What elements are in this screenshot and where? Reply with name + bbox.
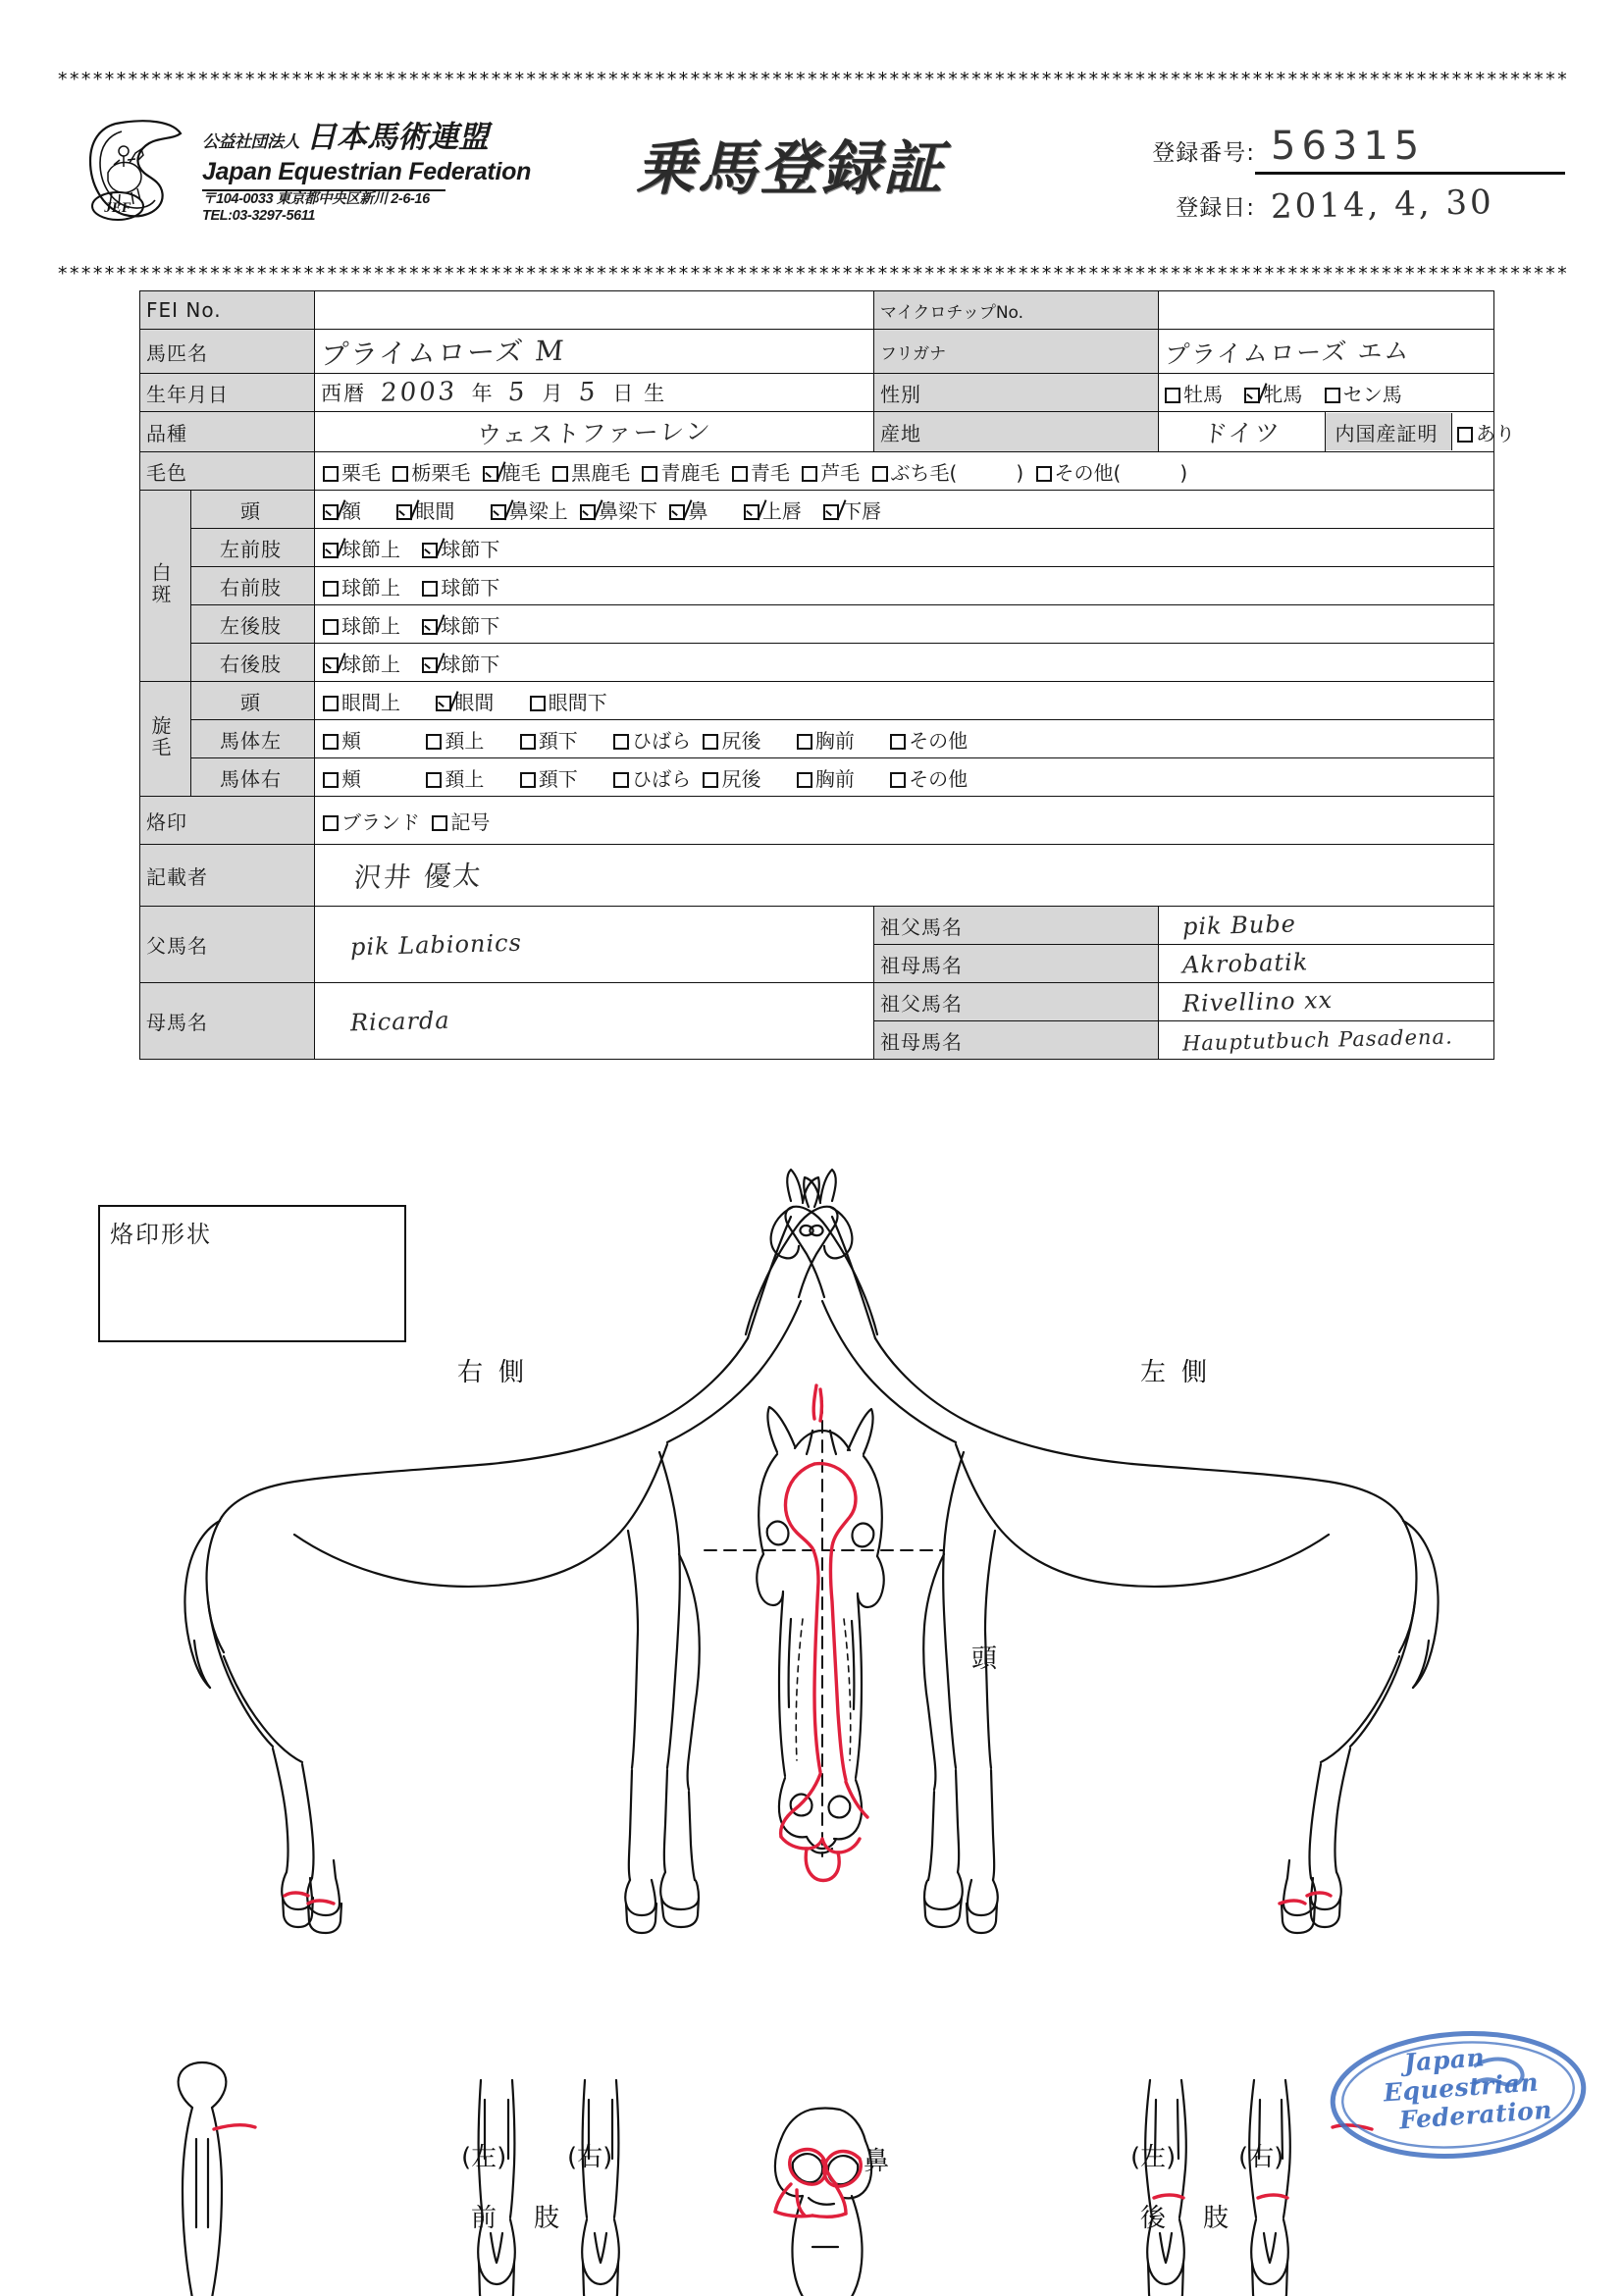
whorl-right-chest[interactable]: 胸前 [797, 763, 855, 792]
table-row-white-right-fore [140, 567, 1494, 605]
diagram-label-front-left: (左) [461, 2143, 507, 2172]
sire-grandsire-label: 祖父馬名 [874, 907, 1159, 945]
table-row-horse-name [140, 330, 1494, 374]
table-row-whorl-head [140, 682, 1494, 720]
whorl-left-rear[interactable]: 尻後 [703, 725, 760, 754]
coat-option-tochikurige[interactable]: 栃栗毛 [393, 457, 470, 486]
diagram-label-hind-left: (左) [1130, 2143, 1177, 2172]
white-left-hind-upper[interactable]: 球節上 [323, 610, 400, 639]
whorl-left-chest[interactable]: 胸前 [797, 725, 855, 754]
whorl-right-upper-neck[interactable]: 頚上 [426, 763, 484, 792]
whorl-body-left-options [315, 720, 1494, 758]
table-row-dam-grandsire [140, 983, 1494, 1021]
jef-logo-icon [79, 116, 196, 224]
hind-legs-detail [1145, 2080, 1290, 2296]
svg-text:JEF: JEF [104, 200, 131, 216]
whorl-head-options [315, 682, 1494, 720]
whorl-left-flank[interactable]: ひばら [613, 725, 691, 754]
org-legal-form: 公益社団法人 [202, 132, 299, 152]
origin-handwriting: ドイツ [1201, 418, 1283, 448]
diagram-label-nose: 鼻 [864, 2147, 890, 2176]
white-limb-options-right-hind [315, 644, 1494, 682]
white-right-hind-upper[interactable]: 球節上 [323, 649, 400, 677]
whorl-head-option-between-eyes[interactable]: 眼間 [436, 687, 494, 715]
whorl-body-right-label: 馬体右 [191, 758, 315, 797]
diagram-label-right-side: 右側 [457, 1358, 541, 1387]
whorl-right-flank[interactable]: ひばら [613, 763, 691, 792]
whorl-left-upper-neck[interactable]: 頚上 [426, 725, 484, 754]
dam-granddam-label: 祖母馬名 [874, 1021, 1159, 1060]
fei-no-label: FEI No. [140, 291, 315, 330]
coat-option-kurige[interactable]: 栗毛 [323, 457, 381, 486]
furigana-value[interactable] [1159, 330, 1494, 374]
whorl-right-lower-neck[interactable]: 頚下 [520, 763, 578, 792]
white-limb-options-left-fore [315, 529, 1494, 567]
muzzle-detail-figure [775, 2109, 871, 2296]
horse-markings-diagram [0, 1158, 1623, 2296]
horse-head-front-figure [757, 1407, 884, 1853]
table-row-white-left-fore [140, 529, 1494, 567]
table-row-sire-grandsire [140, 907, 1494, 945]
white-left-fore-upper[interactable]: 球節上 [323, 534, 400, 562]
horse-name-handwriting: プライムローズ M [319, 334, 567, 372]
dam-value[interactable] [315, 983, 874, 1060]
white-head-option-upper-nasal[interactable]: 鼻梁上 [491, 496, 568, 524]
org-telephone: TEL:03-3297-5611 [202, 208, 316, 224]
registration-number-value: 56315 [1255, 124, 1565, 175]
white-head-option-nose[interactable]: 鼻 [669, 496, 707, 524]
whorl-left-lower-neck[interactable]: 頚下 [520, 725, 578, 754]
sire-grandsire-value[interactable] [1159, 907, 1494, 945]
sire-grandsire-handwriting: pik Bube [1181, 910, 1297, 941]
table-row-fei [140, 291, 1494, 330]
sire-granddam-handwriting: Akrobatik [1181, 948, 1309, 979]
sex-label: 性別 [874, 374, 1159, 412]
coat-option-aokage[interactable]: 青鹿毛 [642, 457, 719, 486]
whorl-head-option-below-eyes[interactable]: 眼間下 [530, 687, 607, 715]
horse-right-side-figure [184, 1158, 852, 1933]
sex-option-stallion[interactable]: 牡馬 [1165, 379, 1223, 407]
org-name-en: Japan Equestrian Federation [202, 158, 532, 185]
breed-label: 品種 [140, 412, 315, 452]
furigana-handwriting: プライムローズ エム [1163, 336, 1413, 370]
sex-options [1159, 374, 1494, 412]
organization-block [202, 112, 614, 225]
white-head-options [315, 491, 1494, 529]
org-name-ja: 日本馬術連盟 [306, 120, 489, 155]
dam-handwriting: Ricarda [349, 1006, 451, 1036]
white-right-fore-lower[interactable]: 球節下 [422, 572, 499, 600]
birth-date-value[interactable] [315, 374, 874, 412]
microchip-no-label: マイクロチップNo. [874, 291, 1159, 330]
breed-handwriting: ウェストファーレン [475, 416, 713, 450]
dam-granddam-value[interactable] [1159, 1021, 1494, 1060]
white-head-option-upper-lip[interactable]: 上唇 [744, 496, 802, 524]
dam-grandsire-value[interactable] [1159, 983, 1494, 1021]
birth-suffix: 生 [644, 382, 667, 405]
table-row-writer [140, 845, 1494, 907]
whorl-head-option-above-eyes[interactable]: 眼間上 [323, 687, 400, 715]
dam-grandsire-label: 祖父馬名 [874, 983, 1159, 1021]
writer-value[interactable] [315, 845, 1494, 907]
sire-label: 父馬名 [140, 907, 315, 983]
white-head-option-forehead[interactable]: 額 [323, 496, 361, 524]
registration-date-label: 登録日: [1176, 195, 1255, 221]
domestic-certificate-option[interactable]: あり [1452, 413, 1494, 450]
white-limb-label-right-hind: 右後肢 [191, 644, 315, 682]
whorl-head-label: 頭 [191, 682, 315, 720]
whorl-body-left-label: 馬体左 [191, 720, 315, 758]
registration-date-value: 2014, 4, 30 [1270, 183, 1495, 227]
document-header [57, 106, 1573, 253]
page-title: 乗馬登録証 [636, 134, 945, 203]
whorl-body-right-options [315, 758, 1494, 797]
white-limb-label-left-hind: 左後肢 [191, 605, 315, 644]
domestic-certificate-cell [1326, 412, 1516, 452]
diagram-label-head: 頭 [971, 1644, 998, 1674]
domestic-certificate-label: 内国産証明 [1326, 413, 1452, 450]
coat-color-options [315, 452, 1494, 491]
writer-label: 記載者 [140, 845, 315, 907]
white-limb-label-right-fore: 右前肢 [191, 567, 315, 605]
diagram-label-hind-limb: 後肢 [1140, 2204, 1267, 2233]
diagram-label-left-side: 左側 [1140, 1358, 1224, 1387]
stamp-line-3: Federation [1398, 2095, 1553, 2135]
birth-day: 5 [577, 377, 601, 408]
stamp-line-1: Japan [1402, 2043, 1487, 2077]
coat-option-buchige[interactable]: ぶち毛( ) [872, 457, 1024, 486]
coat-color-label: 毛色 [140, 452, 315, 491]
coat-option-aoge[interactable]: 青毛 [732, 457, 790, 486]
white-head-label: 頭 [191, 491, 315, 529]
white-head-option-between-eyes[interactable]: 眼間 [396, 496, 454, 524]
sex-option-mare[interactable]: 牝馬 [1244, 379, 1302, 407]
white-limb-label-left-fore: 左前肢 [191, 529, 315, 567]
sex-option-gelding[interactable]: セン馬 [1325, 379, 1402, 407]
whorl-right-rear[interactable]: 尻後 [703, 763, 760, 792]
white-right-fore-upper[interactable]: 球節上 [323, 572, 400, 600]
white-limb-options-right-fore [315, 567, 1494, 605]
birth-year: 2003 [379, 377, 459, 408]
coat-option-other[interactable]: その他( ) [1036, 457, 1188, 486]
coat-option-ashige[interactable]: 芦毛 [802, 457, 860, 486]
writer-handwriting: 沢井 優太 [352, 859, 485, 895]
white-limb-options-left-hind [315, 605, 1494, 644]
white-marking-annotations [214, 1385, 1372, 2217]
head-centerline-axes [705, 1401, 944, 1856]
whorl-right-other[interactable]: その他 [890, 763, 968, 792]
diagram-label-hind-right: (右) [1238, 2143, 1284, 2172]
table-row-whorl-body-left [140, 720, 1494, 758]
horse-dorsal-view-figure [160, 2062, 244, 2296]
table-row-white-right-hind [140, 644, 1494, 682]
white-head-option-lower-nasal[interactable]: 鼻梁下 [580, 496, 657, 524]
brand-options [315, 797, 1494, 845]
diagram-label-front-limb: 前肢 [471, 2204, 598, 2233]
whorl-right-cheek[interactable]: 頬 [323, 763, 361, 792]
horse-name-value[interactable] [315, 330, 874, 374]
birth-day-unit: 日 [612, 382, 636, 405]
horse-registration-table [139, 290, 1516, 1060]
whorl-label: 旋毛 [140, 682, 191, 797]
table-row-white-head [140, 491, 1494, 529]
white-markings-label: 白斑 [140, 491, 191, 682]
microchip-no-value[interactable] [1159, 291, 1494, 330]
origin-value[interactable] [1159, 412, 1326, 452]
dam-label: 母馬名 [140, 983, 315, 1060]
table-row-brand [140, 797, 1494, 845]
whorl-left-cheek[interactable]: 頬 [323, 725, 361, 754]
white-right-hind-lower[interactable]: 球節下 [422, 649, 499, 677]
diagram-label-front-right: (右) [567, 2143, 613, 2172]
birth-year-unit: 年 [471, 382, 495, 405]
table-row-whorl-body-right [140, 758, 1494, 797]
table-row-birth-sex [140, 374, 1494, 412]
front-legs-detail [478, 2080, 619, 2296]
registration-date-row [1124, 175, 1565, 230]
sire-granddam-value[interactable] [1159, 945, 1494, 983]
origin-label: 産地 [874, 412, 1159, 452]
horse-name-label: 馬匹名 [140, 330, 315, 374]
sire-handwriting: pik Labionics [349, 928, 523, 961]
org-address: 〒104-0033 東京都中央区新川 2-6-16 [202, 191, 430, 207]
stamp-line-2: Equestrian [1383, 2067, 1540, 2108]
coat-option-kurokage[interactable]: 黒鹿毛 [552, 457, 630, 486]
birth-date-label: 生年月日 [140, 374, 315, 412]
table-row-white-left-hind [140, 605, 1494, 644]
brand-option-symbol[interactable]: 記号 [432, 807, 490, 835]
registration-block [1124, 120, 1565, 230]
birth-prefix: 西暦 [321, 382, 367, 405]
white-left-hind-lower[interactable]: 球節下 [422, 610, 499, 639]
sire-value[interactable] [315, 907, 874, 983]
decorative-rule-bottom: ********************************************************************************************************************************* [57, 263, 1569, 285]
registration-number-label: 登録番号: [1152, 140, 1255, 166]
brand-option-brand[interactable]: ブランド [323, 807, 420, 835]
brand-label: 烙印 [140, 797, 315, 845]
birth-month-unit: 月 [542, 382, 565, 405]
dam-granddam-handwriting: Hauptutbuch Pasadena. [1181, 1024, 1454, 1056]
birth-month: 5 [506, 377, 530, 408]
whorl-left-other[interactable]: その他 [890, 725, 968, 754]
brand-shape-label: 烙印形状 [110, 1221, 212, 1248]
white-head-option-lower-lip[interactable]: 下唇 [823, 496, 881, 524]
white-left-fore-lower[interactable]: 球節下 [422, 534, 499, 562]
sire-granddam-label: 祖母馬名 [874, 945, 1159, 983]
decorative-rule-top: ********************************************************************************************************************************* [57, 69, 1569, 90]
table-row-coat-color [140, 452, 1494, 491]
coat-option-kage[interactable]: 鹿毛 [483, 457, 541, 486]
registration-number-row [1124, 120, 1565, 175]
dam-grandsire-handwriting: Rivellino xx [1181, 986, 1334, 1018]
breed-value[interactable] [315, 412, 874, 452]
table-row-breed-origin [140, 412, 1494, 452]
furigana-label: フリガナ [874, 330, 1159, 374]
fei-no-value[interactable] [315, 291, 874, 330]
